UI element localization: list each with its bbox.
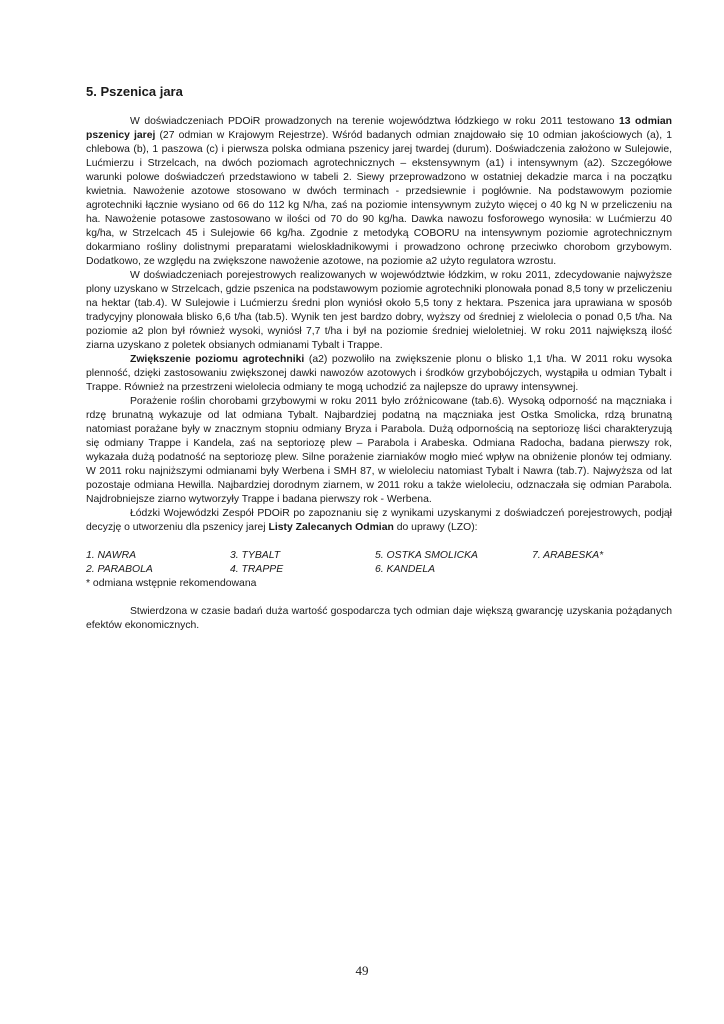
- variety-item: 1. NAWRA: [86, 550, 137, 561]
- paragraph-yields: W doświadczeniach porejestrowych realizowanych w województwie łódzkim, w roku 2011, zdecydowanie najwyższe plony uzyskano w Strzelcach, gdzie pszenica na podstawowym poziomie agrotechniki plonowała ponad 8,5 tony w przeliczeniu na hektar (tab.4). W Sulejowie i Lućmierzu średni plon wyniósł około 5,5 tony z hektara. Pszenica jara uprawiana w sposób tradycyjny plonowała blisko 6,6 t/ha (tab.5). Wynik ten jest bardzo dobry, wyższy od średniej z wielolecia o ponad 0,5 t/ha. Na poziomie a2 plon był również wysoki, wyniósł 7,7 t/ha i był na poziomie średniej wieloletniej. W roku 2011 największą ilość ziarna uzyskano z poletek obsianych odmianami Tybalt i Trappe.: [86, 270, 672, 351]
- document-page: [86, 84, 672, 633]
- paragraph-diseases: Porażenie roślin chorobami grzybowymi w roku 2011 było zróżnicowane (tab.6). Wysoką odporność na mączniaka i rdzę brunatną wykazuje od lat odmiana Tybalt. Najbardziej podatną na mączniaka jest Ostka Smolicka, rdzą brunatną natomiast porażane były w znacznym stopniu odmiany Bryza i Parabola. Dużą odpornością na septoriozę liści charakteryzują się odmiany Trappe i Kandela, zaś na septoriozę plew – Parabola i Arabeska. Odmiana Radocha, badana pierwszy rok, wykazała dużą podatność na septoriozę plew. Silne porażenie ziarniaków mogło mieć wpływ na obniżenie plonów tej odmiany. W 2011 roku najniższymi odmianami były Werbena i SMH 87, w wieloleciu natomiast Tybalt i Nawra (tab.7). Najwyższa od lat pozostaje odmiana Hewilla. Najbardziej dorodnym ziarnem, w 2011 roku a także wieloleciu, odznaczała się odmian Parabola. Najdrobniejsze ziarno wytworzyły Trappe i badana pierwszy rok - Werbena.: [86, 396, 672, 505]
- paragraph-agrotechnics-text: (a2) pozwoliło na zwiększenie plonu o blisko 1,1 t/ha. W 2011 roku wysoka plenność, dzięki zastosowaniu zwiększonej dawki nawozów azotowych i środków grzybobójczych, wystąpiła u odmian Tybalt i Trappe. Również na przestrzeni wielolecia odmiany te mogą uchodzić za najlepsze do uprawy intensywnej.: [86, 354, 672, 393]
- variety-item: 2. PARABOLA: [86, 564, 153, 575]
- paragraph-intro: [86, 115, 672, 269]
- variety-item: [532, 563, 672, 577]
- paragraph-intro-text: W doświadczeniach PDOiR prowadzonych na terenie województwa łódzkiego w roku 2011 testowano: [130, 116, 619, 127]
- variety-item: 6. KANDELA: [375, 564, 436, 575]
- page-number: 49: [355, 963, 369, 978]
- paragraph-agrotechnics: [86, 353, 672, 395]
- paragraph-intro-bold: 13 odmian pszenicy jarej: [86, 116, 672, 141]
- paragraph-recommendation: [86, 507, 672, 535]
- paragraph-recommendation-text-cont: do uprawy (LZO):: [393, 522, 478, 533]
- variety-item: 4. TRAPPE: [230, 564, 284, 575]
- variety-list: [86, 549, 672, 577]
- paragraph-agrotechnics-bold: Zwiększenie poziomu agrotechniki: [130, 354, 305, 365]
- paragraph-recommendation-bold: Listy Zalecanych Odmian: [268, 522, 394, 533]
- variety-item: 3. TYBALT: [230, 550, 281, 561]
- section-title: 5. Pszenica jara: [86, 84, 183, 99]
- variety-item: 7. ARABESKA*: [532, 550, 604, 561]
- paragraph-intro-text-cont: (27 odmian w Krajowym Rejestrze). Wśród badanych odmian znajdowało się 10 odmian jakościowych (a), 1 chlebowa (b), 1 paszowa (c) i pierwsza polska odmiana pszenicy jarej twardej (durum). Doświadczenia założono w Sulejowie, Lućmierzu i Strzelcach, na dwóch poziomach agrotechnicznych – ekstensywnym (a1) i intensywnym (a2). Szczegółowe warunki polowe doświadczeń przedstawiono w tabeli 2. Siewy przeprowadzono w ostatniej dekadzie marca i na początku kwietnia. Nawożenie azotowe stosowano w dwóch terminach - przedsiewnie i pogłównie. Na podstawowym poziomie agrotechniki łącznie wysiano od 66 do 112 kg N/ha, zaś na poziomie intensywnym zużyto więcej o 40 kg N w przeliczeniu na ha. Nawożenie potasowe zastosowano w ilości od 70 do 90 kg/ha. Dawka nawozu fosforowego wynosiła: w Lućmierzu 40 kg/ha, w Strzelcach 45 i Sulejowie 66 kg/ha. Zgodnie z metodyką COBORU na intensywnym poziomie agrotechnicznym dokarmiano rośliny dolistnymi preparatami wieloskładnikowymi i prowadzono ochronę przeciwko chorobom grzybowym. Dodatkowo, ze względu na zwiększone nawożenie azotowe, na poziomie a2 użyto regulatora wzrostu.: [86, 130, 672, 267]
- footnote: * odmiana wstępnie rekomendowana: [86, 578, 257, 589]
- paragraph-recommendation-text: Łódzki Wojewódzki Zespół PDOiR po zapoznaniu się z wynikami uzyskanymi z doświadczeń porejestrowych, podjął decyzję o utworzeniu dla pszenicy jarej: [86, 508, 672, 533]
- variety-item: 5. OSTKA SMOLICKA: [375, 550, 478, 561]
- paragraph-conclusion: Stwierdzona w czasie badań duża wartość gospodarcza tych odmian daje większą gwarancję uzyskania pożądanych efektów ekonomicznych.: [86, 606, 672, 631]
